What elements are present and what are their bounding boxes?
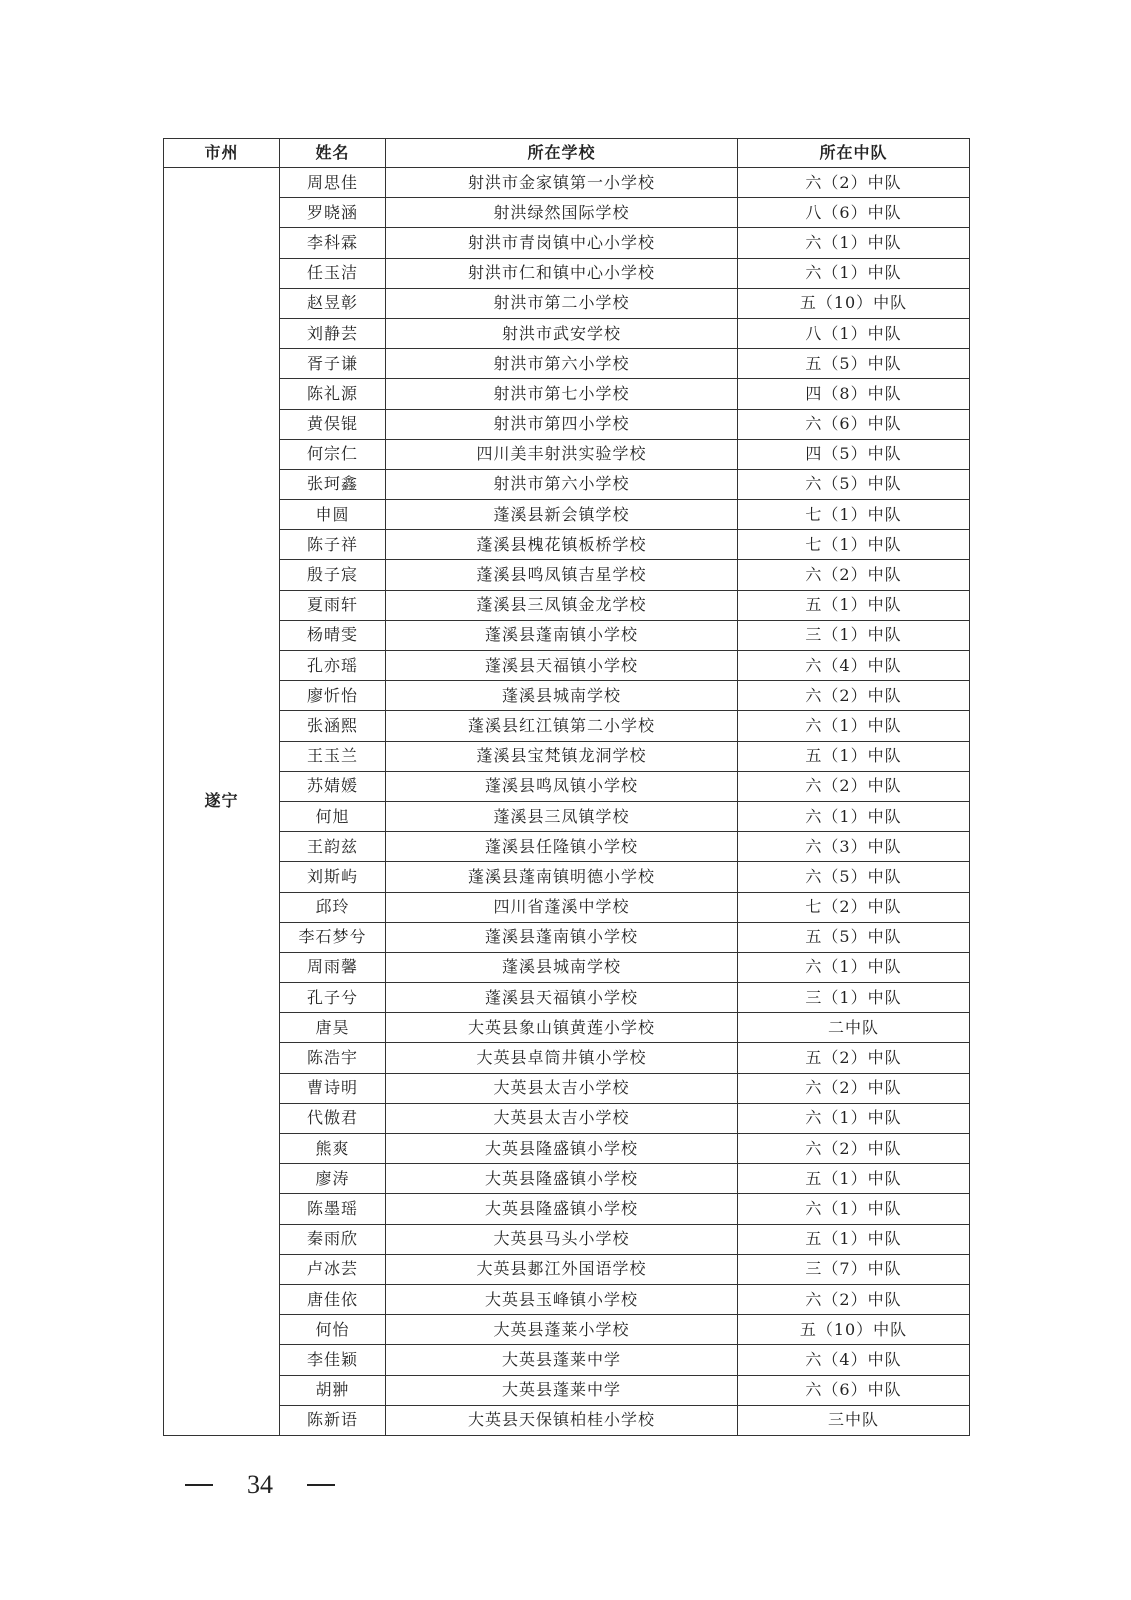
table-row — [164, 952, 970, 982]
squad-cell: 六（1）中队 — [738, 258, 970, 288]
school-cell: 大英县隆盛镇小学校 — [386, 1164, 738, 1194]
table-row — [164, 318, 970, 348]
school-cell: 大英县蓬莱中学 — [386, 1375, 738, 1405]
name-cell: 殷子宸 — [280, 560, 386, 590]
squad-cell: 六（2）中队 — [738, 1134, 970, 1164]
school-cell: 蓬溪县三凤镇金龙学校 — [386, 590, 738, 620]
name-cell: 赵昱彰 — [280, 288, 386, 318]
header-squad: 所在中队 — [738, 139, 970, 168]
squad-cell: 六（4）中队 — [738, 651, 970, 681]
table-row — [164, 349, 970, 379]
school-cell: 射洪市第七小学校 — [386, 379, 738, 409]
name-cell: 何怡 — [280, 1315, 386, 1345]
table-row — [164, 711, 970, 741]
name-cell: 苏婧媛 — [280, 771, 386, 801]
squad-cell: 六（2）中队 — [738, 168, 970, 198]
table-row — [164, 1345, 970, 1375]
squad-cell: 五（2）中队 — [738, 1043, 970, 1073]
name-cell: 邱玲 — [280, 892, 386, 922]
table-row — [164, 439, 970, 469]
name-cell: 周思佳 — [280, 168, 386, 198]
school-cell: 蓬溪县蓬南镇小学校 — [386, 620, 738, 650]
name-cell: 王韵兹 — [280, 832, 386, 862]
table-row — [164, 1194, 970, 1224]
squad-cell: 八（1）中队 — [738, 318, 970, 348]
name-cell: 李石梦兮 — [280, 922, 386, 952]
table-row — [164, 1375, 970, 1405]
table-row — [164, 560, 970, 590]
squad-cell: 六（4）中队 — [738, 1345, 970, 1375]
roster-table — [163, 138, 970, 1436]
table-row — [164, 983, 970, 1013]
name-cell: 胡翀 — [280, 1375, 386, 1405]
left-dash — [185, 1484, 213, 1486]
name-cell: 李佳颖 — [280, 1345, 386, 1375]
name-cell: 申圆 — [280, 500, 386, 530]
name-cell: 罗晓涵 — [280, 198, 386, 228]
squad-cell: 六（2）中队 — [738, 1284, 970, 1314]
squad-cell: 二中队 — [738, 1013, 970, 1043]
squad-cell: 七（1）中队 — [738, 500, 970, 530]
name-cell: 陈墨瑶 — [280, 1194, 386, 1224]
name-cell: 李科霖 — [280, 228, 386, 258]
squad-cell: 六（6）中队 — [738, 1375, 970, 1405]
name-cell: 孔亦瑶 — [280, 651, 386, 681]
name-cell: 张珂鑫 — [280, 469, 386, 499]
table-row — [164, 198, 970, 228]
name-cell: 唐昊 — [280, 1013, 386, 1043]
name-cell: 陈新语 — [280, 1405, 386, 1435]
name-cell: 杨晴雯 — [280, 620, 386, 650]
name-cell: 廖涛 — [280, 1164, 386, 1194]
table-row — [164, 1405, 970, 1435]
name-cell: 何旭 — [280, 801, 386, 831]
squad-cell: 三（1）中队 — [738, 620, 970, 650]
school-cell: 大英县隆盛镇小学校 — [386, 1134, 738, 1164]
table-row — [164, 1224, 970, 1254]
table-row — [164, 1073, 970, 1103]
school-cell: 射洪市第六小学校 — [386, 469, 738, 499]
table-row — [164, 620, 970, 650]
table-row — [164, 409, 970, 439]
name-cell: 周雨馨 — [280, 952, 386, 982]
table-row — [164, 1103, 970, 1133]
squad-cell: 六（1）中队 — [738, 801, 970, 831]
school-cell: 蓬溪县城南学校 — [386, 681, 738, 711]
squad-cell: 六（2）中队 — [738, 771, 970, 801]
squad-cell: 六（3）中队 — [738, 832, 970, 862]
page-footer — [185, 1470, 335, 1500]
table-row — [164, 1164, 970, 1194]
squad-cell: 三中队 — [738, 1405, 970, 1435]
table-row — [164, 1134, 970, 1164]
squad-cell: 三（1）中队 — [738, 983, 970, 1013]
city-cell: 遂宁 — [164, 168, 280, 1436]
school-cell: 蓬溪县宝梵镇龙洞学校 — [386, 741, 738, 771]
table-row — [164, 651, 970, 681]
school-cell: 四川美丰射洪实验学校 — [386, 439, 738, 469]
school-cell: 蓬溪县任隆镇小学校 — [386, 832, 738, 862]
name-cell: 何宗仁 — [280, 439, 386, 469]
squad-cell: 六（1）中队 — [738, 711, 970, 741]
squad-cell: 五（1）中队 — [738, 1164, 970, 1194]
name-cell: 陈礼源 — [280, 379, 386, 409]
school-cell: 射洪市青岗镇中心小学校 — [386, 228, 738, 258]
name-cell: 代傲君 — [280, 1103, 386, 1133]
table-row — [164, 801, 970, 831]
school-cell: 大英县蓬莱中学 — [386, 1345, 738, 1375]
table-row — [164, 681, 970, 711]
header-city: 市州 — [164, 139, 280, 168]
table-row — [164, 168, 970, 198]
table-row — [164, 530, 970, 560]
name-cell: 刘斯屿 — [280, 862, 386, 892]
table-row — [164, 1315, 970, 1345]
squad-cell: 五（10）中队 — [738, 1315, 970, 1345]
school-cell: 大英县天保镇柏桂小学校 — [386, 1405, 738, 1435]
table-row — [164, 469, 970, 499]
page-number: 34 — [247, 1470, 273, 1499]
school-cell: 大英县玉峰镇小学校 — [386, 1284, 738, 1314]
right-dash — [307, 1484, 335, 1486]
table-row — [164, 590, 970, 620]
name-cell: 秦雨欣 — [280, 1224, 386, 1254]
table-row — [164, 379, 970, 409]
name-cell: 熊爽 — [280, 1134, 386, 1164]
school-cell: 大英县太吉小学校 — [386, 1103, 738, 1133]
school-cell: 蓬溪县天福镇小学校 — [386, 983, 738, 1013]
squad-cell: 七（1）中队 — [738, 530, 970, 560]
squad-cell: 六（1）中队 — [738, 228, 970, 258]
school-cell: 蓬溪县鸣凤镇小学校 — [386, 771, 738, 801]
squad-cell: 六（2）中队 — [738, 681, 970, 711]
header-school: 所在学校 — [386, 139, 738, 168]
school-cell: 大英县郪江外国语学校 — [386, 1254, 738, 1284]
school-cell: 蓬溪县蓬南镇明德小学校 — [386, 862, 738, 892]
table-row — [164, 1284, 970, 1314]
school-cell: 大英县马头小学校 — [386, 1224, 738, 1254]
school-cell: 蓬溪县槐花镇板桥学校 — [386, 530, 738, 560]
table-row — [164, 1043, 970, 1073]
name-cell: 张涵熙 — [280, 711, 386, 741]
school-cell: 大英县隆盛镇小学校 — [386, 1194, 738, 1224]
school-cell: 大英县蓬莱小学校 — [386, 1315, 738, 1345]
school-cell: 射洪市第二小学校 — [386, 288, 738, 318]
name-cell: 孔子兮 — [280, 983, 386, 1013]
squad-cell: 六（1）中队 — [738, 1194, 970, 1224]
school-cell: 蓬溪县天福镇小学校 — [386, 651, 738, 681]
school-cell: 蓬溪县蓬南镇小学校 — [386, 922, 738, 952]
name-cell: 刘静芸 — [280, 318, 386, 348]
squad-cell: 六（5）中队 — [738, 469, 970, 499]
header-name: 姓名 — [280, 139, 386, 168]
squad-cell: 五（1）中队 — [738, 741, 970, 771]
table-row — [164, 1254, 970, 1284]
school-cell: 射洪市第六小学校 — [386, 349, 738, 379]
table-row — [164, 741, 970, 771]
school-cell: 蓬溪县新会镇学校 — [386, 500, 738, 530]
squad-cell: 五（1）中队 — [738, 1224, 970, 1254]
name-cell: 胥子谦 — [280, 349, 386, 379]
school-cell: 射洪市第四小学校 — [386, 409, 738, 439]
squad-cell: 八（6）中队 — [738, 198, 970, 228]
table-row — [164, 832, 970, 862]
table-row — [164, 922, 970, 952]
school-cell: 蓬溪县城南学校 — [386, 952, 738, 982]
squad-cell: 五（5）中队 — [738, 349, 970, 379]
squad-cell: 六（6）中队 — [738, 409, 970, 439]
name-cell: 廖忻怡 — [280, 681, 386, 711]
name-cell: 夏雨轩 — [280, 590, 386, 620]
school-cell: 射洪市金家镇第一小学校 — [386, 168, 738, 198]
school-cell: 射洪市仁和镇中心小学校 — [386, 258, 738, 288]
squad-cell: 六（2）中队 — [738, 1073, 970, 1103]
squad-cell: 五（1）中队 — [738, 590, 970, 620]
name-cell: 任玉洁 — [280, 258, 386, 288]
squad-cell: 四（5）中队 — [738, 439, 970, 469]
table-row — [164, 1013, 970, 1043]
name-cell: 卢冰芸 — [280, 1254, 386, 1284]
squad-cell: 四（8）中队 — [738, 379, 970, 409]
school-cell: 大英县象山镇黄莲小学校 — [386, 1013, 738, 1043]
school-cell: 蓬溪县红江镇第二小学校 — [386, 711, 738, 741]
squad-cell: 七（2）中队 — [738, 892, 970, 922]
header-row — [164, 139, 970, 168]
school-cell: 蓬溪县鸣凤镇吉星学校 — [386, 560, 738, 590]
name-cell: 陈子祥 — [280, 530, 386, 560]
squad-cell: 六（1）中队 — [738, 952, 970, 982]
name-cell: 黄俣锟 — [280, 409, 386, 439]
squad-cell: 六（2）中队 — [738, 560, 970, 590]
squad-cell: 三（7）中队 — [738, 1254, 970, 1284]
squad-cell: 六（1）中队 — [738, 1103, 970, 1133]
school-cell: 大英县太吉小学校 — [386, 1073, 738, 1103]
school-cell: 射洪绿然国际学校 — [386, 198, 738, 228]
name-cell: 曹诗明 — [280, 1073, 386, 1103]
squad-cell: 五（5）中队 — [738, 922, 970, 952]
school-cell: 射洪市武安学校 — [386, 318, 738, 348]
name-cell: 陈浩宇 — [280, 1043, 386, 1073]
table-row — [164, 500, 970, 530]
name-cell: 王玉兰 — [280, 741, 386, 771]
table-row — [164, 228, 970, 258]
table-row — [164, 288, 970, 318]
school-cell: 蓬溪县三凤镇学校 — [386, 801, 738, 831]
table-row — [164, 771, 970, 801]
table-row — [164, 258, 970, 288]
school-cell: 大英县卓筒井镇小学校 — [386, 1043, 738, 1073]
table-row — [164, 862, 970, 892]
squad-cell: 六（5）中队 — [738, 862, 970, 892]
name-cell: 唐佳依 — [280, 1284, 386, 1314]
roster-body — [164, 168, 970, 1436]
squad-cell: 五（10）中队 — [738, 288, 970, 318]
school-cell: 四川省蓬溪中学校 — [386, 892, 738, 922]
table-row — [164, 892, 970, 922]
